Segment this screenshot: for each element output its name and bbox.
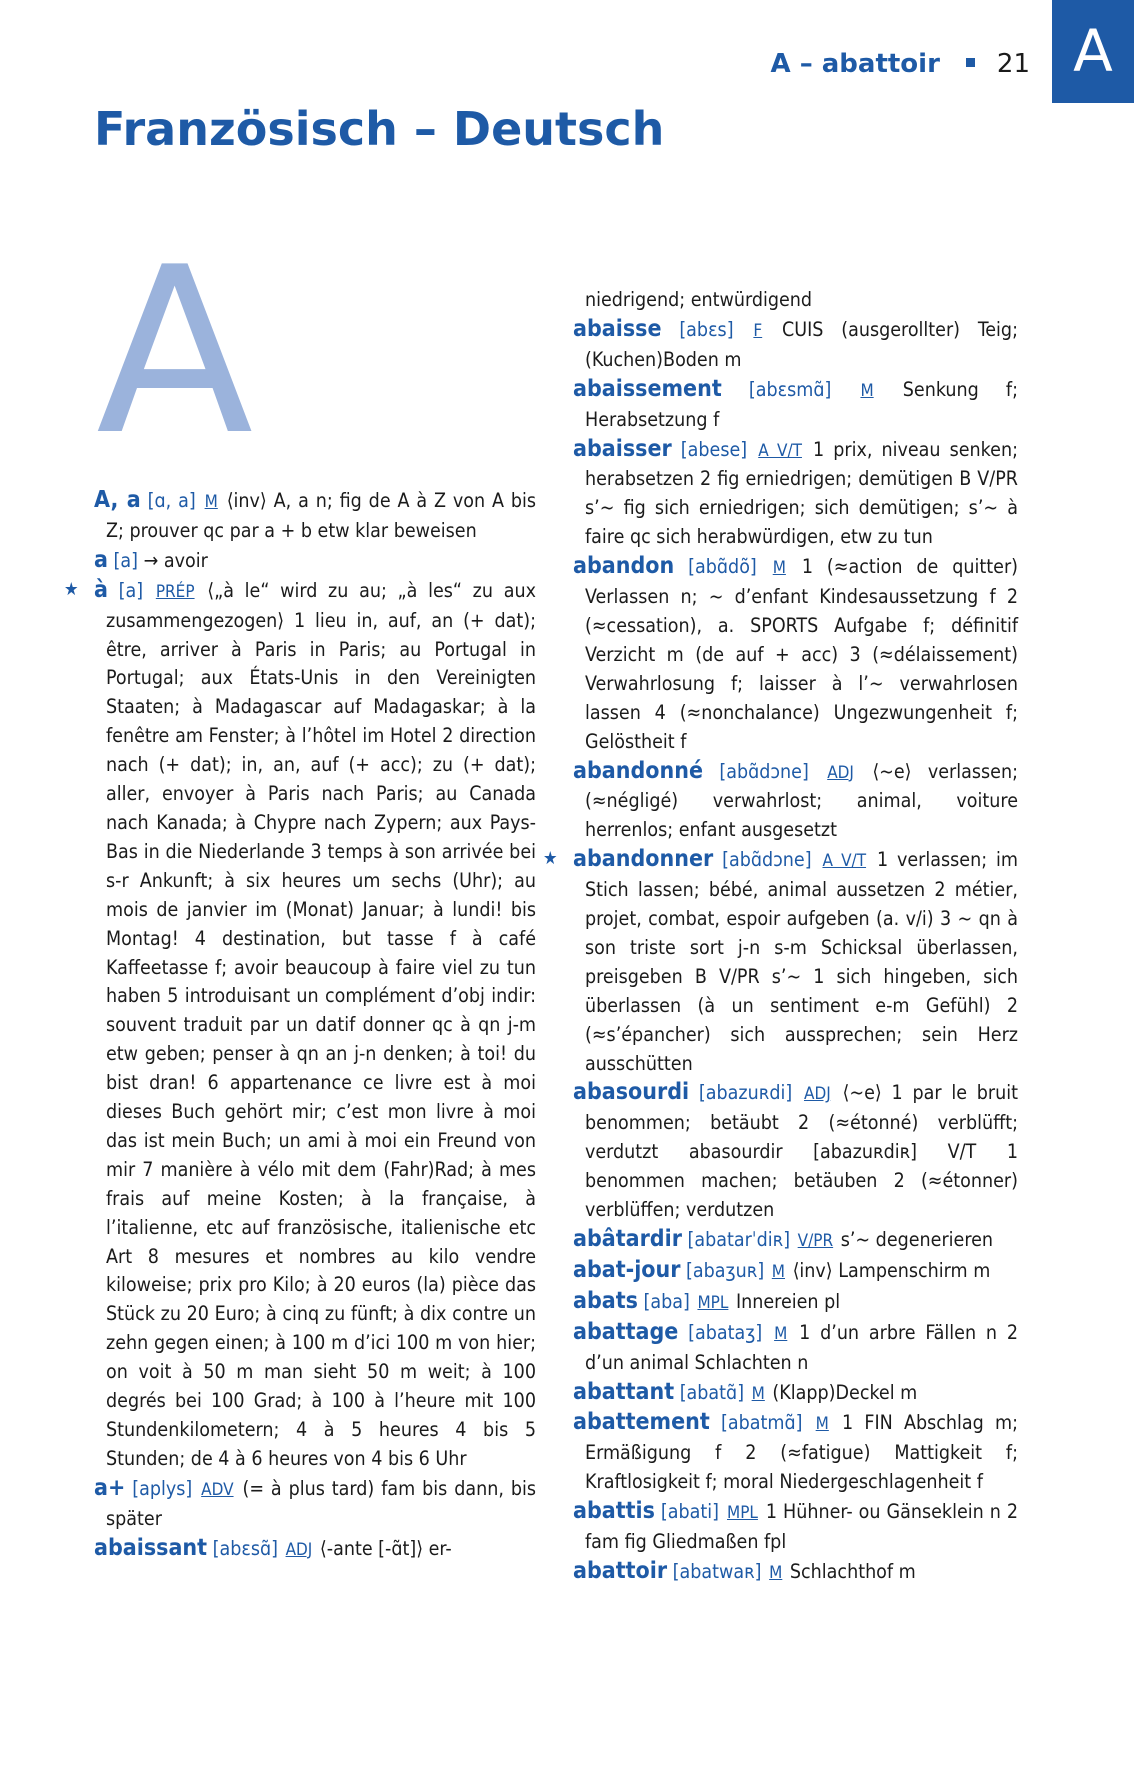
entry-headword: abandonné xyxy=(573,757,704,784)
entry-definition: niedrigend; entwürdigend xyxy=(585,288,813,311)
entry-pronunciation: [ɑ, a] xyxy=(147,489,196,512)
entry-definition: ⟨„à le“ wird zu au; „à les“ zu aux zusammengezogen⟩ 1 lieu in, auf, an (+ dat); être, arriver à Paris in Paris; au Portugal in Portugal; aux États-Unis in den Vereinigten Staaten; à Madagascar auf Madagaskar; à la fenêtre am Fenster; à l’hôtel im Hotel 2 direction nach (+ dat); in, an, auf (+ acc); zu (+ dat); aller, envoyer à Paris nach Paris; au Canada nach Kanada; à Chypre nach Zypern; aux Pays-Bas in die Niederlande 3 temps à son arrivée bei s-r Ankunft; à six heures um sechs (Uhr); au mois de janvier im (Monat) Januar; à lundi! bis Montag! 4 destination, but tasse f à café Kaffeetasse f; avoir beaucoup à faire viel zu tun haben 5 introduisant un complément d’obj indir: souvent traduit par un datif donner qc à qn j-m etw geben; penser à qn an j-n denken; à toi! du bist dran! 6 appartenance ce livre est à moi dieses Buch gehört mir; c’est mon livre à moi das ist mein Buch; un ami à moi ein Freund von mir 7 manière à vélo mit dem (Fahr)Rad; à mes frais auf meine Kosten; à la française, à l’italienne, etc auf französische, italienische etc Art 8 mesures et nombres au kilo vendre kiloweise; prix pro Kilo; à 20 euros (la) pièce das Stück zu 20 Euro; à cinq zu fünft; à dix contre un zehn gegen einen; à 100 m d’ici 100 m von hier; on voit à 50 m man sieht 50 m weit; à 100 degrés bei 100 Grad; à 100 à l’heure mit 100 Stundenkilometern; 4 à 5 heures 4 bis 5 Stunden; de 4 à 6 heures von 4 bis 6 Uhr xyxy=(106,578,536,1470)
entry-headword: abandon xyxy=(573,553,675,580)
entry-pronunciation: [a] xyxy=(118,578,144,602)
entry-definition: Schlachthof m xyxy=(789,1559,916,1583)
dictionary-entry xyxy=(64,576,536,1474)
left-column xyxy=(64,486,537,1565)
entry-grammar-label: M xyxy=(204,492,218,512)
dictionary-entry xyxy=(94,546,536,576)
entry-grammar-label: M xyxy=(772,558,786,579)
dictionary-entry xyxy=(573,435,1018,553)
entry-definition: ⟨~e⟩ 1 par le bruit benommen; betäubt 2 (≈étonné) verblüfft; verdutzt abasourdir [abazuʀdiʀ] V/T 1 benommen machen; betäuben 2 (≈étonner) verblüffen; verdutzen xyxy=(585,1081,1019,1222)
entry-headword: abasourdi xyxy=(573,1079,690,1106)
entry-pronunciation: [abɛs] xyxy=(679,317,734,341)
entry-pronunciation: [abataʒ] xyxy=(688,1320,763,1344)
entry-definition: CUIS (ausgerollter) Teig; (Kuchen)Boden m xyxy=(585,317,1018,371)
entry-pronunciation: [abatmɑ̃] xyxy=(721,1411,803,1435)
dictionary-entry xyxy=(573,1378,1018,1409)
dictionary-entry xyxy=(94,1534,536,1565)
entry-pronunciation: [abɛsmɑ̃] xyxy=(748,377,832,401)
entry-grammar-label: ADJ xyxy=(827,762,854,783)
entry-grammar-label: MPL xyxy=(697,1292,729,1313)
entry-definition: ⟨~e⟩ verlassen; (≈négligé) verwahrlost; animal, voiture herrenlos; enfant ausgesetzt xyxy=(585,759,1018,842)
entry-grammar-label: M xyxy=(815,1414,829,1435)
entry-definition: Senkung f; Herabsetzung f xyxy=(585,377,1019,431)
dictionary-entry xyxy=(94,1474,536,1534)
entry-headword: A, a xyxy=(94,487,141,513)
entry-definition: (Klapp)Deckel m xyxy=(772,1380,918,1404)
entry-definition: 1 (≈action de quitter) Verlassen n; ~ d’enfant Kindesaussetzung f 2 (≈cessation), a. SPORTS Aufgabe f; définitif Verzicht m (de auf + acc) 3 (≈délaissement) Verwahrlosung f; laisser à l’~ verwahrlosen lassen 4 (≈nonchalance) Ungezwungenheit f; Gelöstheit f xyxy=(585,555,1019,753)
dictionary-entry xyxy=(573,1287,1018,1318)
entry-definition: Innereien pl xyxy=(735,1289,841,1313)
entry-pronunciation: [a] xyxy=(113,548,138,572)
entry-headword: abâtardir xyxy=(573,1226,682,1252)
dictionary-entry xyxy=(573,315,1018,375)
entry-definition: 1 verlassen; im Stich lassen; bébé, animal aussetzen 2 métier, projet, combat, espoir aufgeben (a. v/i) 3 ~ qn à son triste sort j-n s-m Schicksal überlassen, preisgeben B V/PR s’~ 1 sich hingeben, sich überlassen (à un sentiment e-m Gefühl) 2 (≈s’épancher) sich aussprechen; sein Herz ausschütten xyxy=(585,848,1018,1075)
entry-pronunciation: [abɑ̃dɔne] xyxy=(722,848,812,872)
dictionary-entry xyxy=(573,1256,1018,1287)
dictionary-entry xyxy=(573,1318,1018,1378)
dictionary-entry xyxy=(573,552,1018,756)
dictionary-entry xyxy=(573,1078,1018,1225)
page-title: Französisch – Deutsch xyxy=(94,102,665,156)
entry-grammar-label: M xyxy=(774,1323,788,1344)
entry-headword: abats xyxy=(573,1287,638,1314)
entry-pronunciation: [abaʒuʀ] xyxy=(686,1258,765,1282)
entry-grammar-label: M xyxy=(771,1261,785,1282)
entry-grammar-label: ADV xyxy=(201,1479,234,1500)
entry-headword: abat-jour xyxy=(573,1256,681,1283)
entry-grammar-label: A V/T xyxy=(758,440,802,461)
entry-definition: ⟨inv⟩ Lampenschirm m xyxy=(792,1258,991,1282)
entry-definition: s’~ degenerieren xyxy=(840,1228,994,1251)
dictionary-entry xyxy=(573,1225,1018,1256)
entry-pronunciation: [abatarˈdiʀ] xyxy=(687,1228,791,1251)
entry-pronunciation: [abazuʀdi] xyxy=(698,1081,793,1105)
entry-pronunciation: [aplys] xyxy=(132,1476,193,1500)
entry-pronunciation: [abɛsɑ̃] xyxy=(212,1536,278,1560)
entry-definition: (= à plus tard) fam bis dann, bis später xyxy=(106,1476,536,1530)
dictionary-entry xyxy=(573,757,1018,846)
dictionary-entry xyxy=(573,1557,1018,1588)
entry-definition: 1 FIN Abschlag m; Ermäßigung f 2 (≈fatigue) Mattigkeit f; Kraftlosigkeit f; moral Niedergeschlagenheit f xyxy=(585,1411,1018,1494)
entry-definition: 1 prix, niveau senken; herabsetzen 2 fig erniedrigen; demütigen B V/PR s’~ fig sich erniedrigen; sich demütigen; s’~ à faire qc sich herabwürdigen, etw zu tun xyxy=(585,437,1018,549)
entry-definition: 1 Hühner- ou Gänseklein n 2 fam fig Gliedmaßen fpl xyxy=(585,1500,1018,1554)
entry-grammar-label: V/PR xyxy=(797,1231,834,1251)
right-column xyxy=(543,286,1019,1588)
entry-headword: a+ xyxy=(94,1474,126,1501)
entry-definition: ⟨-ante [-ɑ̃t]⟩ er- xyxy=(319,1536,452,1560)
entry-headword: abattant xyxy=(573,1378,675,1405)
entry-grammar-label: ADJ xyxy=(803,1084,831,1105)
star-icon: ★ xyxy=(543,848,558,870)
section-thumb-tab: A xyxy=(1052,0,1134,103)
dictionary-entry xyxy=(573,1497,1018,1557)
entry-definition: 1 d’un arbre Fällen n 2 d’un animal Schlachten n xyxy=(585,1320,1019,1374)
entry-grammar-label: MPL xyxy=(727,1503,758,1524)
entry-headword: abattage xyxy=(573,1318,679,1345)
entry-pronunciation: [abatɑ̃] xyxy=(679,1380,745,1404)
entry-pronunciation: [abati] xyxy=(660,1500,720,1524)
dictionary-entry xyxy=(573,1408,1018,1497)
dictionary-entry xyxy=(573,286,1018,315)
entry-pronunciation: [abese] xyxy=(680,437,748,461)
entry-headword: abaisser xyxy=(573,435,672,462)
dictionary-entry xyxy=(543,845,1018,1078)
entry-grammar-label: M xyxy=(751,1383,765,1404)
entry-definition: ⟨inv⟩ A, a n; fig de A à Z von A bis Z; prouver qc par a + b etw klar beweisen xyxy=(106,489,537,542)
entry-grammar-label: A V/T xyxy=(822,851,867,872)
entry-grammar-label: M xyxy=(860,380,874,401)
entry-headword: abattoir xyxy=(573,1557,668,1584)
entry-grammar-label: ADJ xyxy=(285,1539,313,1560)
entry-grammar-label: PRÉP xyxy=(155,581,195,602)
entry-pronunciation: [aba] xyxy=(643,1289,690,1313)
star-icon: ★ xyxy=(64,578,79,600)
entry-headword: abaissement xyxy=(573,375,722,402)
entry-definition: → avoir xyxy=(143,548,208,572)
entry-headword: a xyxy=(94,546,108,573)
entry-pronunciation: [abatwaʀ] xyxy=(672,1559,762,1583)
entry-pronunciation: [abɑ̃dõ] xyxy=(688,555,757,579)
dictionary-entry xyxy=(573,375,1018,435)
entry-grammar-label: M xyxy=(769,1562,783,1583)
entry-headword: à xyxy=(94,576,108,603)
entry-headword: abandonner xyxy=(573,846,714,873)
running-head-range: A – abattoir xyxy=(770,49,940,79)
entry-headword: abattis xyxy=(573,1498,655,1525)
entry-headword: abaisse xyxy=(573,315,662,342)
running-head-separator xyxy=(966,58,975,67)
running-head xyxy=(771,44,1030,84)
page-number: 21 xyxy=(996,49,1030,79)
entry-grammar-label: F xyxy=(753,320,763,341)
entry-pronunciation: [abɑ̃dɔne] xyxy=(719,759,809,783)
dictionary-entry xyxy=(94,486,536,546)
entry-headword: abaissant xyxy=(94,1534,208,1561)
section-initial-letter: A xyxy=(96,219,254,486)
entry-headword: abattement xyxy=(573,1409,710,1436)
